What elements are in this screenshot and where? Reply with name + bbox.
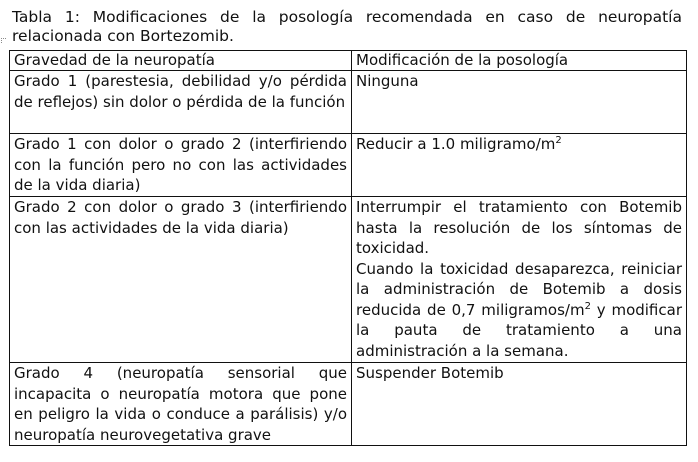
paragraph-anchor-icon: [1, 38, 6, 43]
table-header-row: [10, 51, 687, 71]
modification-cell: [352, 197, 687, 363]
dosing-table: [9, 50, 687, 446]
table-caption: [12, 8, 682, 46]
modification-text: Cuando la toxicidad desaparezca, reiniciar la administración de Botemib a dosis reducida de 0,7 miligramos/m: [356, 259, 682, 319]
superscript: 2: [555, 135, 562, 146]
table-row: [10, 197, 687, 363]
header-modification: Modificación de la posología: [352, 51, 687, 71]
severity-cell: Grado 1 con dolor o grado 2 (interfiriendo con la función pero no con las actividades de la vida diaria): [10, 134, 352, 197]
table-row: [10, 363, 687, 446]
header-severity: Gravedad de la neuropatía: [10, 51, 352, 71]
severity-cell: Grado 4 (neuropatía sensorial que incapacita o neuropatía motora que pone en peligro la vida o conduce a parálisis) y/o neuropatía neurovegetativa grave: [10, 363, 352, 446]
superscript: 2: [584, 300, 591, 312]
modification-cell: Suspender Botemib: [352, 363, 687, 446]
modification-text: y modificar la pauta de tratamiento a una administración a la semana.: [356, 300, 682, 360]
severity-cell: Grado 2 con dolor o grado 3 (interfiriendo con las actividades de la vida diaria): [10, 197, 352, 363]
caption-line-1: Tabla 1: Modificaciones de la posología recomendada en caso de neuropatía: [12, 8, 682, 26]
modification-cell: Ninguna: [352, 71, 687, 134]
table-row: [10, 71, 687, 134]
caption-line-2: relacionada con Bortezomib.: [12, 27, 234, 45]
modification-cell: [352, 134, 687, 197]
severity-cell: Grado 1 (parestesia, debilidad y/o pérdida de reflejos) sin dolor o pérdida de la función: [10, 71, 352, 134]
modification-text: Reducir a 1.0 miligramo/m: [356, 135, 556, 153]
modification-paragraph-1: Interrumpir el tratamiento con Botemib hasta la resolución de los síntomas de toxicidad.: [356, 198, 682, 257]
table-row: [10, 134, 687, 197]
modification-paragraph-2: [356, 259, 682, 362]
